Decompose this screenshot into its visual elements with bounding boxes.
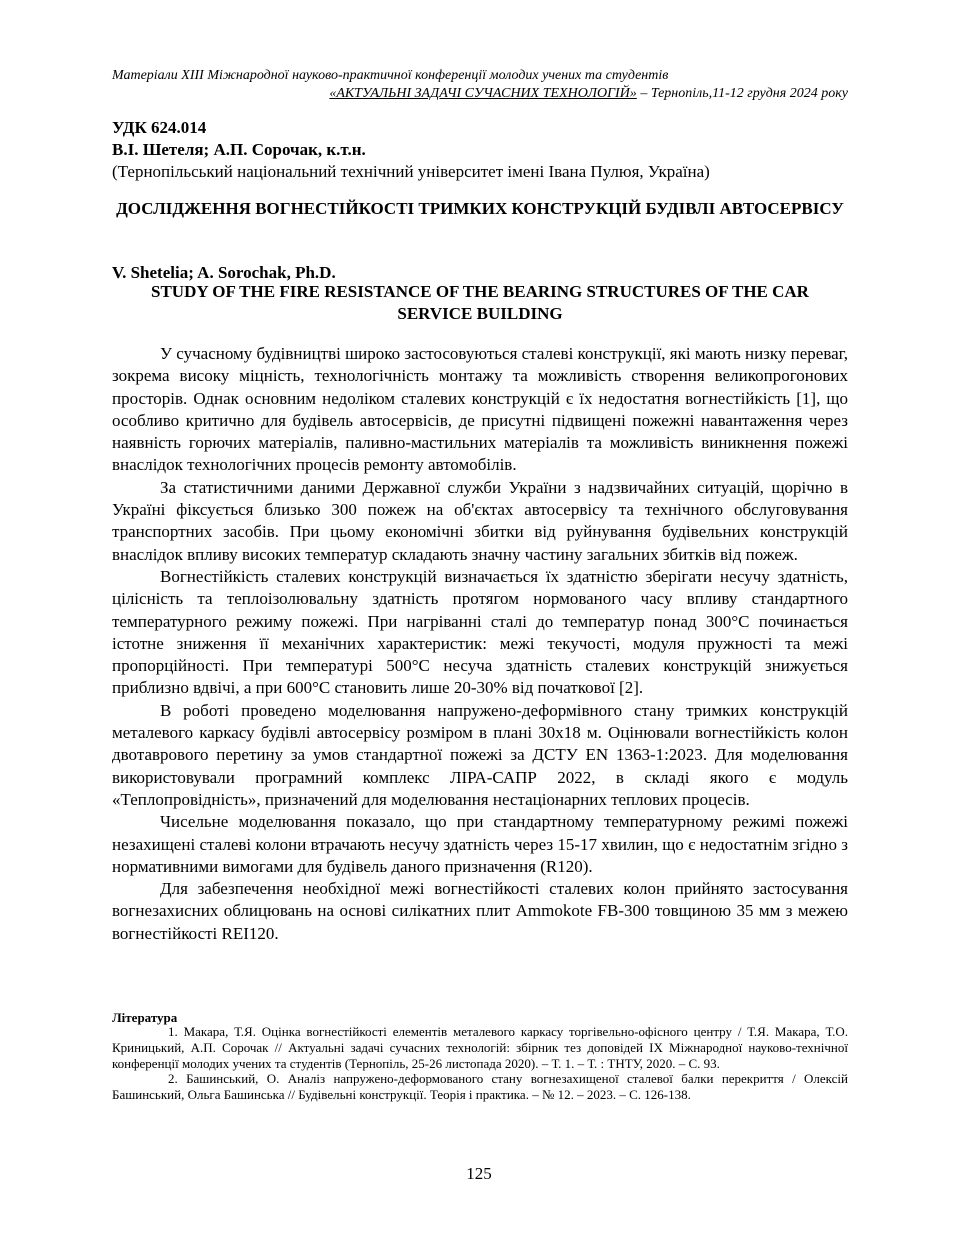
authors-en: V. Shetelia; A. Sorochak, Ph.D. [112, 263, 336, 282]
title-ua: ДОСЛІДЖЕННЯ ВОГНЕСТІЙКОСТІ ТРИМКИХ КОНСТРУКЦІЙ БУДІВЛІ АВТОСЕРВІСУ [116, 199, 844, 218]
references-list [112, 1024, 848, 1103]
page-number: 125 [466, 1164, 492, 1183]
conference-date: – Тернопіль,11-12 грудня 2024 року [636, 86, 848, 101]
reference-item: 2. Башинський, О. Аналіз напружено-деформованого стану вогнезахищеної сталевої балки перекриття / Олексій Башинський, Ольга Башинська // Будівельні конструкції. Теорія і практика. – № 12. – 2023. – С. 126-138. [112, 1071, 848, 1103]
paragraph: У сучасному будівництві широко застосовуються сталеві конструкції, які мають низку переваг, зокрема високу міцність, технологічність монтажу та можливість створення великопрогонових просторів. Однак основним недоліком сталевих конструкцій є їх недостатня вогнестійкість [1], що особливо критично для будівель автосервісів, де присутні підвищені пожежні навантаження через наявність горючих матеріалів, паливно-мастильних матеріалів та можливість виникнення пожежі внаслідок технологічних процесів ремонту автомобілів. [112, 344, 848, 475]
paragraph: За статистичними даними Державної служби України з надзвичайних ситуацій, щорічно в Україні фіксується близько 300 пожеж на об'єктах автосервісу та технічного обслуговування транспортних засобів. При цьому економічні збитки від руйнування будівельних конструкцій внаслідок впливу високих температур складають значну частину загальних збитків від пожеж. [112, 477, 848, 564]
paragraph: В роботі проведено моделювання напружено-деформівного стану тримких конструкцій металевого каркасу будівлі автосервісу розміром в плані 30х18 м. Оцінювали вогнестійкість колон двотаврового перетину за умов стандартної пожежі за ДСТУ EN 1363-1:2023. Для моделювання використовували програмний комплекс ЛІРА-САПР 2022, в складі якого є модуль «Теплопровідність», призначений для моделювання нестаціонарних теплових процесів. [112, 700, 848, 809]
conference-header-line1: Матеріали XIII Міжнародної науково-практичної конференції молодих учених та студентів [112, 68, 669, 83]
paragraph: Чисельне моделювання показало, що при стандартному температурному режимі пожежі незахищені сталеві колони втрачають несучу здатність через 15-17 хвилин, що є недостатнім згідно з нормативними вимогами для будівель даного призначення (R120). [112, 812, 848, 876]
affiliation: (Тернопільський національний технічний університет імені Івана Пулюя, Україна) [112, 162, 710, 181]
udk-code: УДК 624.014 [112, 118, 207, 137]
authors-ua: В.І. Шетеля; А.П. Сорочак, к.т.н. [112, 140, 366, 159]
title-en: STUDY OF THE FIRE RESISTANCE OF THE BEARING STRUCTURES OF THE CAR SERVICE BUILDING [151, 282, 809, 323]
body-text [112, 343, 848, 945]
paragraph: Вогнестійкість сталевих конструкцій визначається їх здатністю зберігати несучу здатність, цілісність та теплоізолювальну здатність протягом нормованого часу впливу стандартного температурного режиму пожежі. При нагріванні сталі до температур понад 300°С починається істотне зниження її механічних характеристик: межі текучості, модуля пружності та межі пропорційності. При температурі 500°С несуча здатність сталевих конструкцій знижується приблизно вдвічі, а при 600°С становить лише 20-30% від початкової [2]. [112, 566, 848, 698]
reference-item: 1. Макара, Т.Я. Оцінка вогнестійкості елементів металевого каркасу торгівельно-офісного центру / Т.Я. Макара, Т.О. Криницький, А.П. Сорочак // Актуальні задачі сучасних технологій: збірник тез доповідей IX Міжнародної науково-технічної конференції молодих учених та студентів (Тернопіль, 25-26 листопада 2020). – Т. 1. – Т. : ТНТУ, 2020. – С. 93. [112, 1024, 848, 1071]
conference-header-line2 [112, 84, 848, 103]
literature-heading: Література [112, 1010, 178, 1025]
conference-name: «АКТУАЛЬНІ ЗАДАЧІ СУЧАСНИХ ТЕХНОЛОГІЙ» [329, 86, 637, 101]
paragraph: Для забезпечення необхідної межі вогнестійкості сталевих колон прийнято застосування вогнезахисних облицювань на основі силікатних плит Ammokote FB-300 товщиною 35 мм з межею вогнестійкості REI120. [112, 879, 848, 943]
